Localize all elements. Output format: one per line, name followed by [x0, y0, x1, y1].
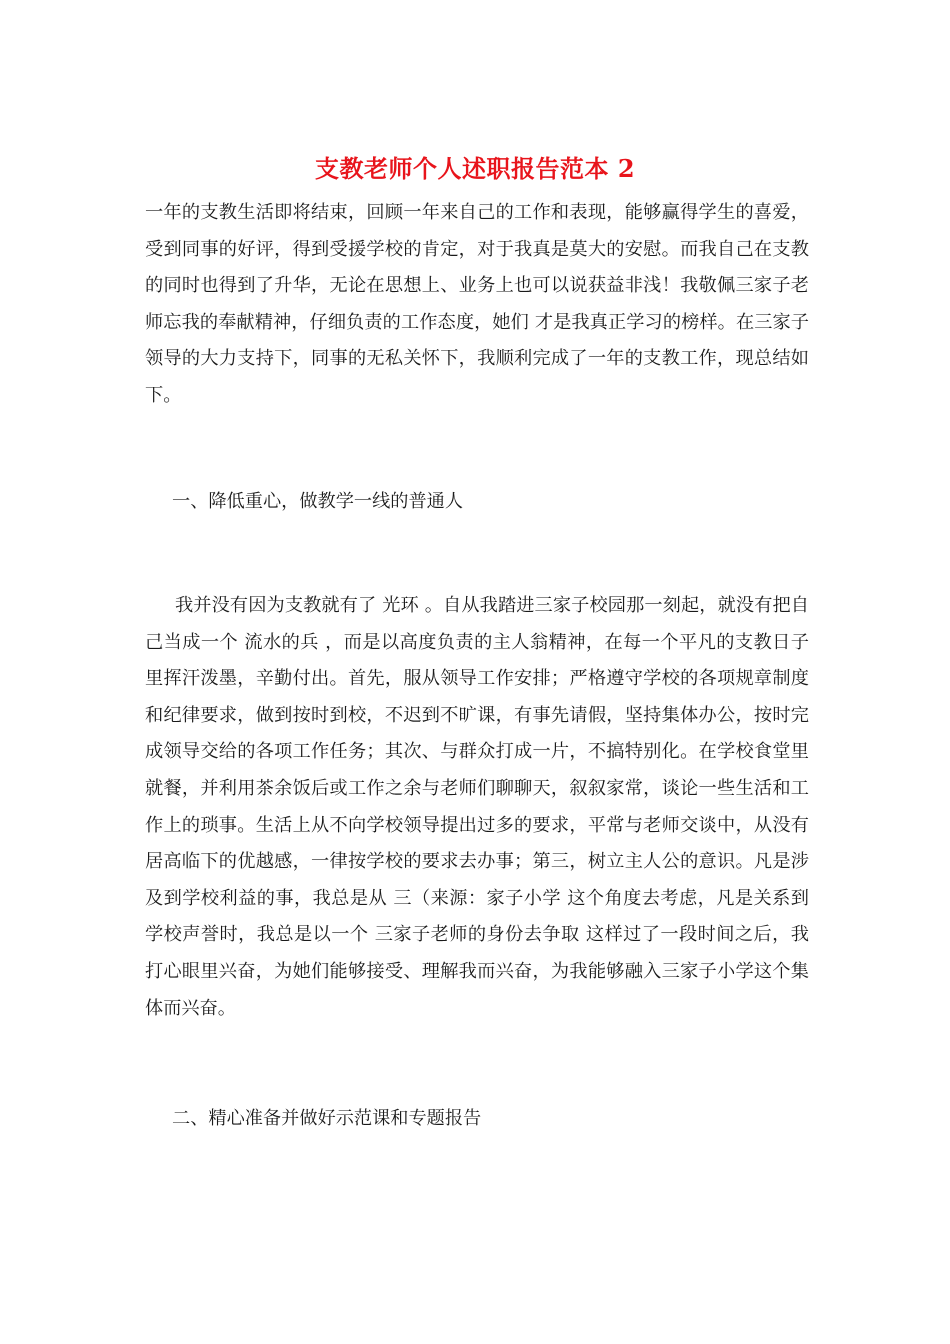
section-1-paragraph: 我并没有因为支教就有了 光环 。自从我踏进三家子校园那一刻起，就没有把自己当成一个 流水的兵 ，而是以高度负责的主人翁精神，在每一个平凡的支教日子里挥汗泼墨，辛勤付出。首先，服从领导工作安排；严格遵守学校的各项规章制度和纪律要求，做到按时到校，不迟到不旷课，有事先请假，坚持集体办公，按时完成领导交给的各项工作任务；其次、与群众打成一片，不搞特别化。在学校食堂里就餐，并利用茶余饭后或工作之余与老师们聊聊天，叙叙家常，谈论一些生活和工作上的琐事。生活上从不向学校领导提出过多的要求，平常与老师交谈中，从没有居高临下的优越感，一律按学校的要求去办事；第三，树立主人公的意识。凡是涉及到学校利益的事，我总是从 三（来源：家子小学 这个角度去考虑，凡是关系到学校声誉时，我总是以一个 三家子老师的身份去争取 这样过了一段时间之后，我打心眼里兴奋，为她们能够接受、理解我而兴奋，为我能够融入三家子小学这个集体而兴奋。 [145, 595, 809, 1019]
intro-paragraph: 一年的支教生活即将结束，回顾一年来自己的工作和表现，能够赢得学生的喜爱，受到同事的好评，得到受援学校的肯定，对于我真是莫大的安慰。而我自己在支教的同时也得到了升华，无论在思想上、业务上也可以说获益非浅！我敬佩三家子老师忘我的奉献精神，仔细负责的工作态度，她们 才是我真正学习的榜样。在三家子领导的大力支持下，同事的无私关怀下，我顺利完成了一年的支教工作，现总结如下。 [145, 202, 809, 406]
section-heading-1: 一、降低重心，做教学一线的普通人 [172, 491, 464, 512]
section-heading-2: 二、精心准备并做好示范课和专题报告 [172, 1108, 482, 1129]
document-title: 支教老师个人述职报告范本 2 [314, 154, 636, 183]
